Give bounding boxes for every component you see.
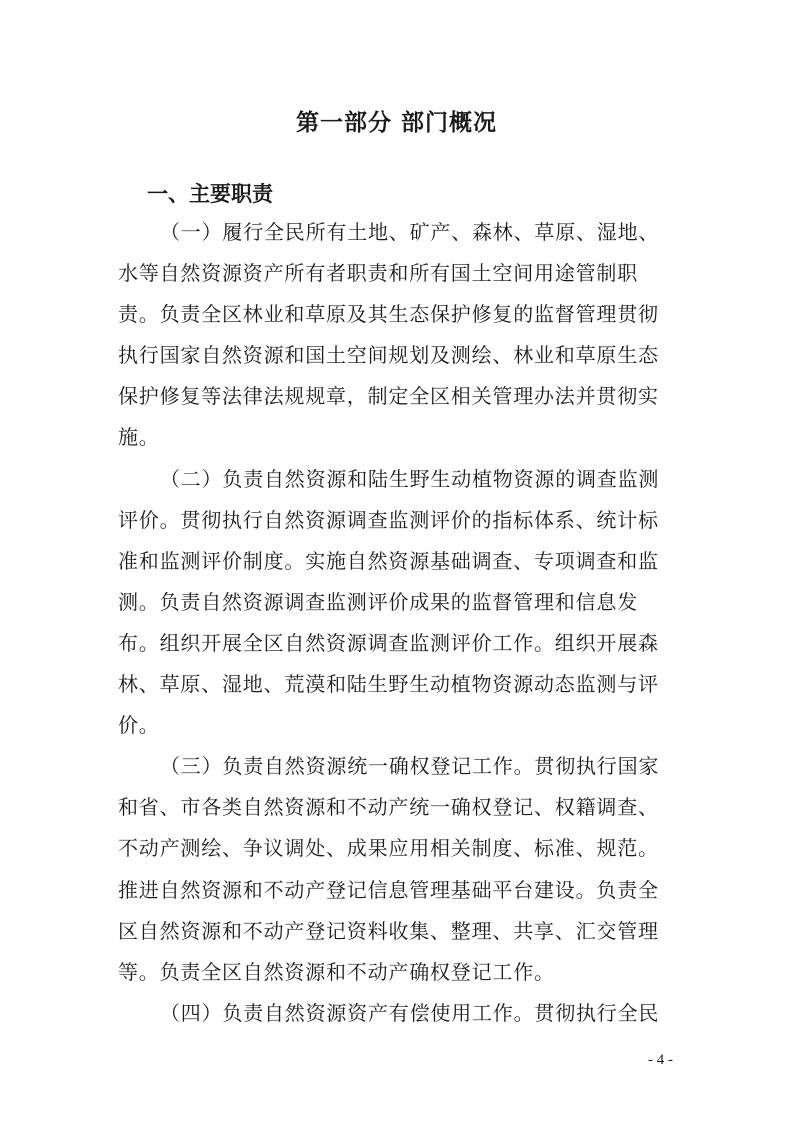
paragraph-line: 价。 — [118, 713, 160, 738]
paragraph-line: 等。负责全区自然资源和不动产确权登记工作。 — [118, 959, 555, 984]
paragraph — [118, 212, 683, 459]
paragraph — [118, 993, 683, 1034]
page-title: 第一部分 部门概况 — [295, 110, 497, 136]
paragraph-line: 施。 — [118, 425, 160, 450]
page-number: - 4 - — [648, 1052, 673, 1068]
paragraph-line: 区自然资源和不动产登记资料收集、整理、共享、汇交管理 — [118, 918, 659, 943]
paragraph-line: 责。负责全区林业和草原及其生态保护修复的监督管理贯彻 — [118, 302, 659, 327]
paragraph-line: （一）履行全民所有土地、矿产、森林、草原、湿地、 — [160, 220, 660, 244]
paragraph-line: （三）负责自然资源统一确权登记工作。贯彻执行国家 — [160, 754, 660, 779]
paragraph-line: 水等自然资源资产所有者职责和所有国土空间用途管制职 — [118, 261, 638, 286]
paragraph-line: 评价。贯彻执行自然资源调查监测评价的指标体系、统计标 — [118, 507, 659, 532]
paragraph-line: 推进自然资源和不动产登记信息管理基础平台建设。负责全 — [118, 877, 659, 902]
document-body — [118, 212, 683, 1034]
paragraph-line: （四）负责自然资源资产有偿使用工作。贯彻执行全民 — [160, 1000, 660, 1025]
paragraph-line: 林、草原、湿地、荒漠和陆生野生动植物资源动态监测与评 — [118, 672, 659, 697]
paragraph — [118, 746, 683, 993]
paragraph-line: 测。负责自然资源调查监测评价成果的监督管理和信息发 — [118, 589, 638, 614]
paragraph-line: 执行国家自然资源和国土空间规划及测绘、林业和草原生态 — [118, 343, 659, 368]
paragraph-line: 不动产测绘、争议调处、成果应用相关制度、标准、规范。 — [118, 836, 659, 861]
paragraph-line: 布。组织开展全区自然资源调查监测评价工作。组织开展森 — [118, 630, 659, 655]
paragraph-line: 保护修复等法律法规规章，制定全区相关管理办法并贯彻实 — [118, 384, 659, 409]
paragraph-line: （二）负责自然资源和陆生野生动植物资源的调查监测 — [160, 466, 660, 491]
paragraph — [118, 459, 683, 747]
paragraph-line: 和省、市各类自然资源和不动产统一确权登记、权籍调查、 — [118, 795, 659, 820]
paragraph-line: 准和监测评价制度。实施自然资源基础调查、专项调查和监 — [118, 548, 659, 573]
section-heading: 一、主要职责 — [147, 182, 273, 206]
